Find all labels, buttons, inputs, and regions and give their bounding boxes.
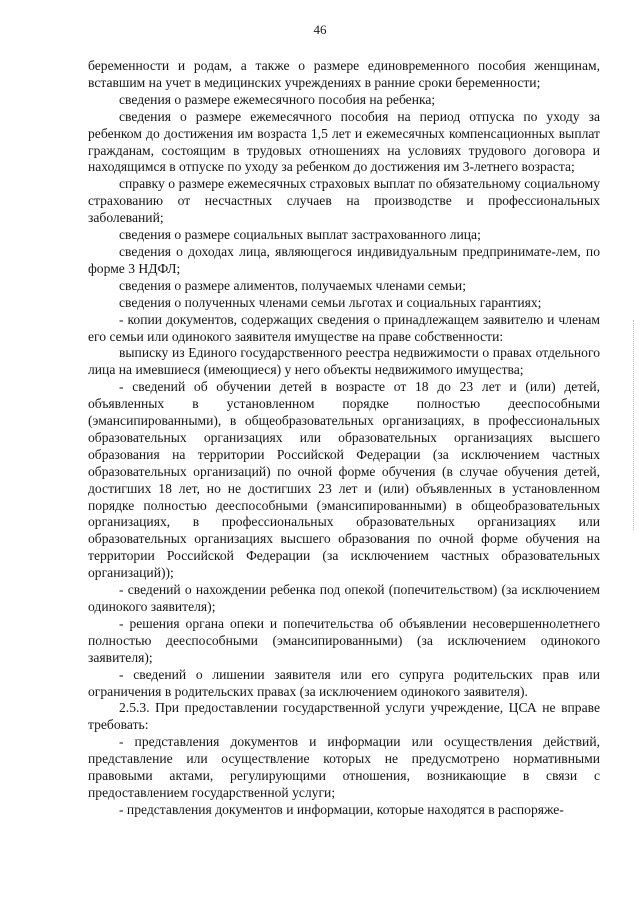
paragraph-5: сведения о доходах лица, являющегося индивидуальным предпринимате-лем, по форме 3 НДФЛ; — [88, 243, 600, 276]
page-number: 46 — [313, 22, 327, 37]
paragraph-10: - сведений об обучении детей в возрасте от 18 до 23 лет и (или) детей, объявленных в установленном порядке полностью дееспособными (эмансипированными), в общеобразовательных организациях, в профессиональных образовательных организациях или образовательных организациях высшего образования на территории Российской Федерации (за исключением частных образовательных организаций) по очной форме обучения (в случае обучения детей, достигших 18 лет, но не достигших 23 лет и (или) объявленных в установленном порядке полностью дееспособными (эмансипированными) в общеобразовательных организациях, в профессиональных образовательных организациях или образовательных организациях высшего образования по очной форме обучения на территории Российской Федерации (за исключением частных образовательных организаций)); — [88, 379, 600, 581]
paragraph-1: сведения о размере ежемесячного пособия на ребенка; — [119, 91, 436, 107]
scan-margin-marks — [631, 320, 634, 530]
paragraph-16: - представления документов и информации, которые находятся в распоряже- — [119, 801, 564, 817]
paragraph-12: - решения органа опеки и попечительства об объявлении несовершеннолетнего полностью дееспособными (эмансипированными) (за исключением одинокого заявителя); — [88, 615, 600, 665]
paragraph-3: справку о размере ежемесячных страховых выплат по обязательному социальному страхованию от несчастных случаев на производстве и профессиональных заболеваний; — [88, 176, 600, 226]
paragraph-15: - представления документов и информации или осуществления действий, представление или осуществление которых не предусмотрено нормативными правовыми актами, регулирующими отношения, возникающие в связи с предоставлением государственной услуги; — [88, 734, 600, 800]
paragraph-14: 2.5.3. При предоставлении государственной услуги учреждение, ЦСА не вправе требовать: — [88, 700, 600, 733]
paragraph-8: - копии документов, содержащих сведения о принадлежащем заявителю и членам его семьи или одинокого заявителя имуществе на праве собственности: — [88, 311, 600, 344]
paragraph-11: - сведений о нахождении ребенка под опекой (попечительством) (за исключением одинокого заявителя); — [88, 582, 600, 614]
paragraph-4: сведения о размере социальных выплат застрахованного лица; — [119, 227, 481, 243]
paragraph-6: сведения о размере алиментов, получаемых членами семьи; — [119, 277, 466, 293]
document-body — [88, 58, 600, 819]
paragraph-13: - сведений о лишении заявителя или его супруга родительских прав или ограничения в родительских правах (за исключением одинокого заявителя). — [88, 666, 600, 699]
paragraph-9: выписку из Единого государственного реестра недвижимости о правах отдельного лица на имевшиеся (имеющиеся) у него объекты недвижимого имущества; — [88, 345, 600, 378]
paragraph-2: сведения о размере ежемесячного пособия на период отпуска по уходу за ребенком до достижения им возраста 1,5 лет и ежемесячных компенсационных выплат гражданам, состоящим в трудовых отношениях на условиях трудового договора и находящимся в отпуске по уходу за ребенком до достижения им 3-летнего возраста; — [88, 108, 600, 175]
paragraph-7: сведения о полученных членами семьи льготах и социальных гарантиях; — [119, 294, 542, 310]
paragraph-0: беременности и родам, а также о размере единовременного пособия женщинам, вставшим на учет в медицинских учреждениях в ранние сроки беременности; — [88, 58, 600, 90]
